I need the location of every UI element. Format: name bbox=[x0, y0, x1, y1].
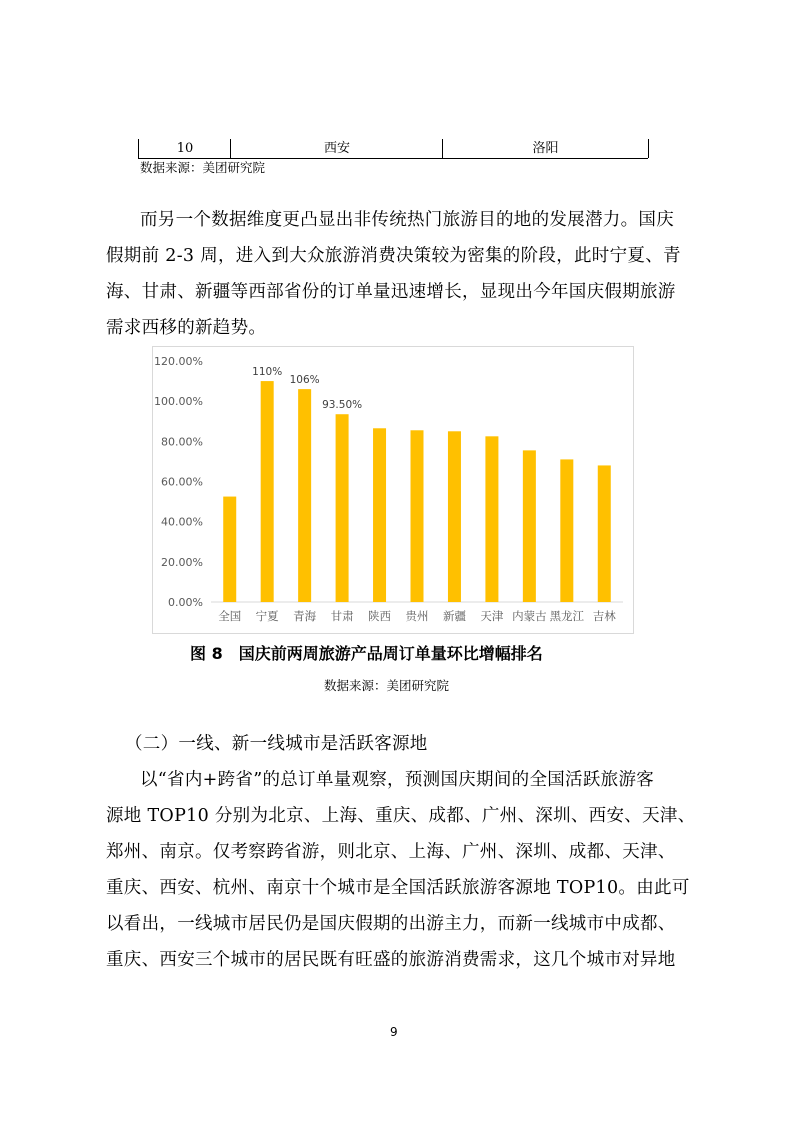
y-tick-label: 60.00% bbox=[161, 475, 203, 489]
paragraph-line: 重庆、西安、杭州、南京十个城市是全国活跃旅游客源地 TOP10。由此可 bbox=[106, 878, 690, 898]
paragraph-line: 以看出，一线城市居民仍是国庆假期的出游主力，而新一线城市中成都、 bbox=[106, 914, 676, 934]
bar bbox=[523, 450, 536, 602]
section-heading: （二）一线、新一线城市是活跃客源地 bbox=[125, 734, 428, 754]
x-tick-label: 陕西 bbox=[368, 609, 392, 623]
bar bbox=[411, 430, 424, 602]
paragraph-line: 重庆、西安三个城市的居民既有旺盛的旅游消费需求，这几个城市对异地 bbox=[106, 950, 676, 970]
bar bbox=[485, 436, 498, 602]
y-tick-label: 80.00% bbox=[161, 435, 203, 449]
paragraph-line: 而另一个数据维度更凸显出非传统热门旅游目的地的发展潜力。国庆 bbox=[140, 210, 674, 230]
paragraph-line: 郑州、南京。仅考察跨省游，则北京、上海、广州、深圳、成都、天津、 bbox=[106, 842, 676, 862]
x-tick-label: 贵州 bbox=[405, 609, 429, 623]
bar bbox=[223, 497, 236, 602]
x-tick-label: 宁夏 bbox=[255, 609, 279, 623]
y-tick-label: 40.00% bbox=[161, 515, 203, 529]
data-label: 110% bbox=[252, 366, 283, 379]
x-tick-label: 吉林 bbox=[592, 609, 616, 623]
page-number: 9 bbox=[390, 1025, 398, 1039]
bar bbox=[560, 459, 573, 602]
bar bbox=[336, 414, 349, 602]
y-tick-label: 120.00% bbox=[154, 355, 203, 368]
data-label: 93.50% bbox=[322, 399, 363, 412]
x-tick-label: 内蒙古 bbox=[512, 609, 547, 623]
y-tick-label: 100.00% bbox=[154, 395, 203, 409]
figure-caption: 图 8 国庆前两周旅游产品周订单量环比增幅排名 bbox=[190, 644, 543, 663]
bar bbox=[448, 431, 461, 602]
bar bbox=[598, 465, 611, 602]
bar bbox=[298, 389, 311, 602]
table-source-note: 数据来源：美团研究院 bbox=[140, 160, 266, 175]
x-tick-label: 新疆 bbox=[442, 609, 466, 623]
x-tick-label: 全国 bbox=[218, 609, 242, 623]
paragraph-line: 假期前 2-3 周，进入到大众旅游消费决策较为密集的阶段，此时宁夏、青 bbox=[106, 246, 681, 266]
data-label: 106% bbox=[289, 374, 320, 387]
paragraph-line: 源地 TOP10 分别为北京、上海、重庆、成都、广州、深圳、西安、天津、 bbox=[106, 806, 696, 826]
x-tick-label: 甘肃 bbox=[330, 609, 354, 623]
figure-source-note: 数据来源：美团研究院 bbox=[324, 678, 450, 693]
bar-chart bbox=[152, 346, 634, 634]
x-tick-label: 黑龙江 bbox=[549, 609, 585, 623]
bar bbox=[373, 428, 386, 602]
bar-chart-svg bbox=[153, 347, 633, 633]
paragraph-line: 海、甘肃、新疆等西部省份的订单量迅速增长，显现出今年国庆假期旅游 bbox=[106, 282, 676, 302]
table-cell-destination: 洛阳 bbox=[442, 139, 649, 158]
x-tick-label: 青海 bbox=[293, 609, 317, 623]
y-tick-label: 20.00% bbox=[161, 555, 203, 569]
x-tick-label: 天津 bbox=[480, 609, 504, 623]
paragraph-line: 需求西移的新趋势。 bbox=[106, 318, 267, 338]
bar bbox=[261, 381, 274, 602]
table-cell-rank: 10 bbox=[138, 139, 231, 158]
y-tick-label: 0.00% bbox=[168, 596, 203, 609]
table-cell-origin: 西安 bbox=[230, 139, 443, 158]
paragraph-line: 以“省内+跨省”的总订单量观察，预测国庆期间的全国活跃旅游客 bbox=[140, 770, 655, 790]
ranking-table-fragment bbox=[138, 139, 648, 159]
